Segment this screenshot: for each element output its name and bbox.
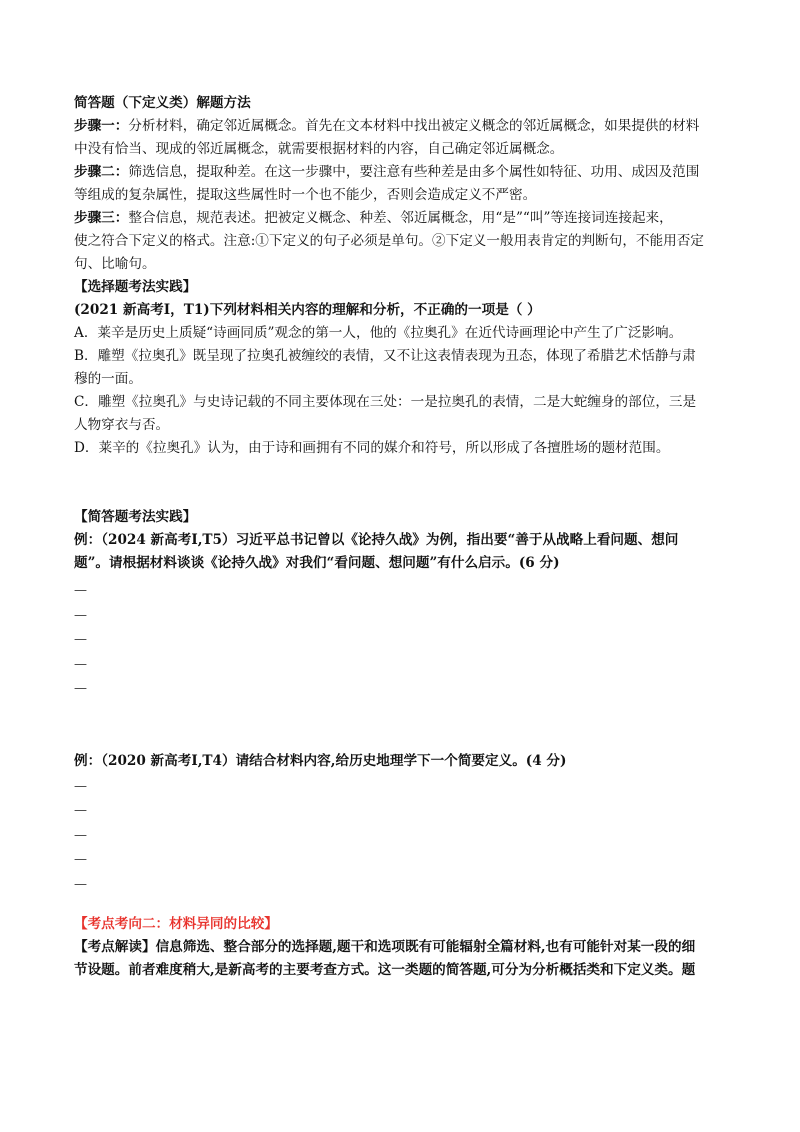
step1-line-2: 中没有恰当、现成的邻近属概念，就需要根据材料的内容，自己确定邻近属概念。: [74, 141, 564, 157]
option-b-line-1: B．雕塑《拉奥孔》既呈现了拉奥孔被缠绞的表情，又不让这表情表现为丑态，体现了希腊艺术恬静与肃: [74, 348, 696, 364]
option-a: A．莱辛是历史上质疑“诗画同质”观念的第一人，他的《拉奥孔》在近代诗画理论中产生了广泛影响。: [74, 325, 683, 341]
step3-line-3: 句、比喻句。: [74, 256, 156, 272]
step2-label: 步骤二：: [74, 164, 129, 180]
answer-blank-line[interactable]: —: [74, 803, 87, 818]
choice-heading: 【选择题考法实践】: [74, 279, 197, 295]
step2-text-1: 筛选信息，提取种差。在这一步骤中，要注意有些种差是由多个属性如特征、功用、成因及范围: [128, 164, 700, 180]
step2-line-1: [74, 161, 734, 184]
answer-blank-line[interactable]: —: [74, 583, 87, 598]
interp-label: 【考点解读】: [74, 939, 156, 955]
answer-blank-line[interactable]: —: [74, 656, 87, 672]
option-b-line-2: 穆的一面。: [74, 371, 142, 387]
example2-question: 例：（2020 新高考Ⅰ,T4）请结合材料内容,给历史地理学下一个简要定义。(4 分): [74, 752, 567, 769]
example1-line-2: 题”。请根据材料谈谈《论持久战》对我们“看问题、想问题”有什么启示。(6 分): [74, 555, 560, 571]
point-heading: 【考点考向二：材料异同的比较】: [74, 916, 278, 932]
document-page: [74, 92, 734, 982]
answer-blank-line[interactable]: —: [74, 607, 87, 623]
answer-blank-line[interactable]: —: [74, 827, 87, 843]
interp-line-1: [74, 936, 734, 959]
option-d: D．莱辛的《拉奥孔》认为，由于诗和画拥有不同的媒介和符号，所以形成了各擅胜场的题材范围。: [74, 440, 670, 456]
answer-blank-line[interactable]: —: [74, 632, 87, 647]
interp-text-1: 信息筛选、整合部分的选择题,题干和选项既有可能辐射全篇材料,也有可能针对某一段的细: [155, 939, 696, 955]
step1-line-1: [74, 115, 734, 138]
option-c-line-1: C．雕塑《拉奥孔》与史诗记载的不同主要体现在三处：一是拉奥孔的表情，二是大蛇缠身的部位，三是: [74, 394, 697, 410]
example1-line-1: 例：（2024 新高考Ⅰ,T5）习近平总书记曾以《论持久战》为例，指出要“善于从战略上看问题、想问: [74, 532, 679, 548]
answer-blank-line[interactable]: —: [74, 852, 87, 867]
step1-label: 步骤一：: [74, 118, 129, 134]
method-title: 简答题（下定义类）解题方法: [74, 95, 251, 111]
answer-blank-line[interactable]: —: [74, 876, 87, 892]
answer-blank-line[interactable]: —: [74, 681, 87, 696]
short-heading: 【简答题考法实践】: [74, 509, 197, 525]
step3-label: 步骤三：: [74, 210, 129, 226]
interp-line-2: 节设题。前者难度稍大,是新高考的主要考查方式。这一类题的简答题,可分为分析概括类和下定义类。题: [74, 962, 696, 978]
step3-line-1: [74, 207, 734, 230]
step3-text-1: 整合信息，规范表述。把被定义概念、种差、邻近属概念，用“是”“叫”等连接词连接起来，: [128, 210, 673, 226]
answer-blank-line[interactable]: —: [74, 778, 87, 794]
option-c-line-2: 人物穿衣与否。: [74, 417, 170, 433]
step1-text-1: 分析材料，确定邻近属概念。首先在文本材料中找出被定义概念的邻近属概念，如果提供的材料: [128, 118, 700, 134]
step2-line-2: 等组成的复杂属性，提取这些属性时一个也不能少，否则会造成定义不严密。: [74, 187, 537, 203]
choice-question: (2021 新高考Ⅰ，T1)下列材料相关内容的理解和分析，不正确的一项是（ ）: [74, 302, 541, 318]
step3-line-2: 使之符合下定义的格式。注意:①下定义的句子必须是单句。②下定义一般用表肯定的判断句，不能用否定: [74, 233, 704, 249]
